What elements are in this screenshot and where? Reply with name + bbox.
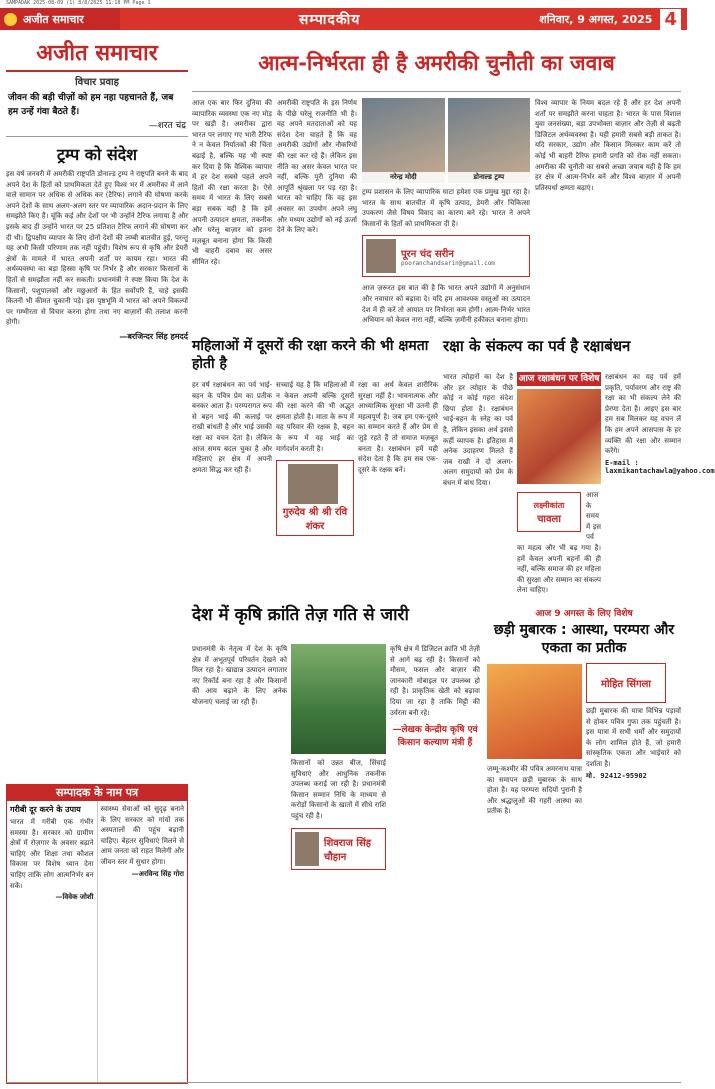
agri-col-3-text: कृषि क्षेत्र में डिजिटल क्रांति भी तेज़ी से आगे बढ़ रही है। किसानों को मौसम, फसल और बाज़ार की जानकारी मोबाइल पर उपलब्ध हो रही है। प्राकृतिक खेती को बढ़ावा दिया जा रहा है ताकि मिट्टी की उर्वरता बनी रहे। bbox=[390, 645, 480, 717]
author-name-block bbox=[517, 492, 581, 532]
guru-box bbox=[276, 460, 354, 536]
author-name: पूरन चंद सरीन bbox=[401, 248, 454, 260]
women-col-3 bbox=[358, 380, 438, 600]
guru-name: गुरुदेव श्री श्री रवि शंकर bbox=[282, 507, 348, 533]
women-col-3-text: रक्षा का अर्थ केवल शारीरिक सुरक्षा नहीं है। भावनात्मक और आध्यात्मिक सुरक्षा भी उतनी ही महत्वपूर्ण है। जब हम एक-दूसरे का सम्मान करते हैं और प्रेम से जुड़े रहते हैं तो समाज मज़बूत बनता है। रक्षाबंधन हमें यही संदेश देता है कि हम सब एक-दूसरे के रक्षक बनें। bbox=[358, 381, 438, 474]
chhadi-col-2-text: छड़ी मुबारक की यात्रा विभिन्न पड़ावों से होकर पवित्र गुफा तक पहुंचती है। इस यात्रा में सभी धर्मों और समुदायों के लोग शामिल होते हैं, जो हमारी सांस्कृतिक एकता और भाईचारे को दर्शाता है। bbox=[586, 707, 681, 768]
agri-col-1-text: प्रधानमंत्री के नेतृत्व में देश के कृषि क्षेत्र में अभूतपूर्व परिवर्तन देखने को मिल रहा है। खाद्यान्न उत्पादन लगातार नए रिकॉर्ड बना रहा है और किसानों की आय बढ़ाने के लिए अनेक योजनाएं चलाई जा रही हैं। bbox=[192, 645, 287, 706]
chhadi-col-2 bbox=[586, 661, 681, 817]
page-footer-rule bbox=[6, 1082, 681, 1088]
author-box bbox=[362, 235, 530, 277]
women-col-1-text: हर वर्ष रक्षाबंधन का पर्व भाई-बहन के पवित्र प्रेम का प्रतीक बनकर आता है। परम्परागत रूप से बहन भाई की कलाई पर राखी बांधती है और भाई उसकी रक्षा का वचन देता है। लेकिन आज समय बदल चुका है और महिलाएं हर क्षेत्र में अपनी क्षमता सिद्ध कर रही हैं। bbox=[192, 381, 272, 474]
agri-headline: देश में कृषि क्रांति तेज़ गति से जारी bbox=[192, 605, 409, 625]
agri-col-2-text: किसानों को उन्नत बीज, सिंचाई सुविधाएं और आधुनिक तकनीक उपलब्ध कराई जा रही है। प्रधानमंत्री किसान सम्मान निधि के माध्यम से करोड़ों किसानों के खातों में सीधे राशि पहुंच रही है। bbox=[291, 759, 386, 820]
author-email: E-mail : laxmikantachawla@yahoo.com bbox=[605, 458, 715, 475]
letters-box bbox=[6, 784, 188, 1084]
chhadi-columns bbox=[487, 661, 681, 817]
agri-col-2 bbox=[291, 644, 386, 1079]
author-email: pooranchandsarin@gmail.com bbox=[401, 259, 495, 267]
letter-body: भारत में गरीबी एक गंभीर समस्या है। सरकार को ग्रामीण क्षेत्रों में रोज़गार के अवसर बढ़ाने चाहिएं और शिक्षा तथा कौशल विकास पर विशेष ध्यान देना चाहिए ताकि लोग आत्मनिर्भर बन सकें। bbox=[10, 818, 94, 890]
raksha-headline: रक्षा के संकल्प का पर्व है रक्षाबंधन bbox=[443, 337, 631, 355]
author-name: मोहित सिंगला bbox=[600, 679, 651, 690]
minister-photo bbox=[295, 832, 319, 866]
masthead bbox=[0, 8, 687, 30]
letter-body: स्वास्थ्य सेवाओं को सुदृढ़ बनाने के लिए सरकार को गांवों तक अस्पतालों की पहुंच बढ़ानी चाहिए। बेहतर सुविधाएं मिलने से आम जनता को राहत मिलेगी और जीवन स्तर में सुधार होगा। bbox=[100, 805, 184, 866]
print-slug: SAMPADAK 2025-08-09 (1) 8/8/2025 11:18 PM Page 1 bbox=[6, 0, 151, 6]
editorial-body: इस वर्ष जनवरी में अमरीकी राष्ट्रपति डोनाल्ड ट्रम्प ने राष्ट्रपति बनने के बाद अपने देश के हितों को प्राथमिकता देते हुए विश्व भर में अमरीका में आने वाले सामान पर अधिक से अधिक कर (टैरिफ) लगाने की घोषणा करके अपने देशों के साथ अलग-अलग स्तर पर व्यापारिक अदान-प्रदान के लिए समझौते किए हैं। चूंकि कई और देशों पर भी उन्होंने टैरिफ लगाया है और इसके बाद ही उन्होंने भारत पर 25 प्रतिशत टैरिफ लगाने की घोषणा कर दी थी। द्विपक्षीय व्यापार के लिए दोनों देशों की लम्बी बातचीत हुई, परन्तु यह अभी किसी परिणाम तक नहीं पहुंची। विशेष रूप से कृषि और डेयरी क्षेत्रों के मामले में भारत अपनी शर्तों पर कायम रहा। भारत की अर्थव्यवस्था का बड़ा हिस्सा कृषि पर निर्भर है और सरकार किसानों के हितों से समझौता नहीं कर सकती। प्रधानमंत्री ने स्पष्ट किया कि देश के किसानों, पशुपालकों और मछुआरों के हित सर्वोपरि हैं, चाहे इसकी कितनी भी कीमत चुकानी पड़े। इस पृष्ठभूमि में भारत को अपने विकल्पों पर गम्भीरता से विचार करना होगा तथा नए बाज़ारों की तलाश करनी होगी। bbox=[6, 170, 188, 327]
letters-heading: सम्पादक के नाम पत्र bbox=[7, 785, 187, 801]
brand-logo: अजीत समाचार bbox=[6, 34, 188, 72]
author-photo bbox=[366, 239, 396, 273]
leader-photo bbox=[362, 98, 445, 183]
letter-item bbox=[98, 801, 188, 1083]
chhadi-col-1 bbox=[487, 661, 582, 817]
lead-col-1-text: आज एक बार फिर दुनिया की व्यापारिक व्यवस्था एक नए मोड़ पर खड़ी है। अमरीका द्वारा भारत पर लगाए गए भारी टैरिफ ने न केवल निर्यातकों की चिंता बढ़ाई है, बल्कि यह भी स्पष्ट कर दिया है कि वैश्विक व्यापार में हर देश सबसे पहले अपने हितों की रक्षा करता है। ऐसे समय में भारत के लिए सबसे बड़ा सबक यही है कि हमें अपनी उत्पादन क्षमता, तकनीक और घरेलू बाज़ार को इतना मज़बूत बनाना होगा कि किसी भी बाहरी दबाव का असर सीमित रहे। bbox=[192, 99, 272, 266]
rakhi-photo bbox=[517, 389, 601, 484]
letters-list bbox=[7, 801, 187, 1083]
field-photo bbox=[291, 644, 386, 754]
chhadi-col-1-text: जम्मू-कश्मीर की पवित्र अमरनाथ यात्रा का समापन छड़ी मुबारक के साथ होता है। यह परम्परा सदियों पुरानी है और श्रद्धालुओं की गहरी आस्था का प्रतीक है। bbox=[487, 765, 582, 816]
author-phone: मो. 92412-95902 bbox=[586, 771, 647, 780]
author-last-name: चावला bbox=[537, 513, 561, 525]
lead-col-3 bbox=[362, 98, 530, 330]
paper-name: अजीत समाचार bbox=[23, 12, 84, 26]
raksha-col-2 bbox=[517, 372, 601, 600]
minister-name: शिवराज सिंह चौहान bbox=[323, 837, 372, 863]
emblem-icon bbox=[4, 13, 17, 26]
lead-col-1 bbox=[192, 98, 272, 330]
lead-col-4-text: विश्व व्यापार के नियम बदल रहे हैं और हर देश अपनी शर्तों पर समझौते करना चाहता है। भारत के पास विशाल युवा जनसंख्या, बड़ा उपभोक्ता बाज़ार और तेज़ी से बढ़ती डिजिटल अर्थव्यवस्था है। यही हमारी सबसे बड़ी ताकत है। यदि सरकार, उद्योग और किसान मिलकर काम करें तो कोई भी बाहरी टैरिफ हमारी प्रगति को रोक नहीं सकता। अमरीका की चुनौती का सबसे अच्छा जवाब यही है कि हम हर क्षेत्र में आत्म-निर्भर बनें और विश्व बाज़ार में अपनी प्रतिस्पर्धा क्षमता बढ़ाएं। bbox=[535, 99, 681, 192]
chhadi-photo bbox=[487, 664, 582, 759]
masthead-brand bbox=[0, 8, 120, 30]
author-first-name: लक्ष्मीकांता bbox=[533, 500, 565, 510]
editorial-byline: —बरजिन्दर सिंह हमदर्द bbox=[119, 331, 188, 341]
letter-author: —अरविन्द सिंह गोरा bbox=[131, 869, 184, 878]
letter-title: गरीबी दूर करने के उपाय bbox=[10, 805, 81, 814]
page-number: 4 bbox=[660, 9, 681, 30]
author-name-block bbox=[586, 663, 666, 703]
special-tag: आज रक्षाबंधन पर विशेष bbox=[518, 374, 600, 384]
vichar-label: विचार प्रवाह bbox=[75, 77, 119, 88]
editorial-title: ट्रम्प को संदेश bbox=[56, 145, 138, 164]
agri-col-1 bbox=[192, 644, 287, 1079]
lead-col-3a-text: ट्रम्प प्रशासन के लिए व्यापारिक घाटा हमेशा एक प्रमुख मुद्दा रहा है। भारत के साथ बातचीत में कृषि उत्पाद, डेयरी और चिकित्सा उपकरण जैसे विषय विवाद का कारण बने रहे। भारत ने अपने किसानों के हितों को प्राथमिकता दी है। bbox=[362, 188, 530, 228]
lead-col-3b-text: आज ज़रूरत इस बात की है कि भारत अपने उद्योगों में अनुसंधान और नवाचार को बढ़ावा दे। यदि हम आवश्यक वस्तुओं का उत्पादन देश में ही करें तो आयात पर निर्भरता कम होगी। आत्म-निर्भर भारत अभियान को केवल नारा नहीं, बल्कि ज़मीनी हकीकत बनाना होगा। bbox=[362, 284, 530, 325]
agri-col-3 bbox=[390, 644, 480, 1079]
lead-col-2 bbox=[277, 98, 357, 330]
raksha-col-2-text: आज के समय में इस पर्व का महत्व और भी बढ़ गया है। हमें केवल अपनी बहनों की ही नहीं, बल्कि समाज की हर महिला की सुरक्षा और सम्मान का संकल्प लेना चाहिए। bbox=[517, 491, 601, 595]
quote-box bbox=[6, 88, 188, 137]
leader-photo bbox=[448, 98, 531, 183]
masthead-date-block bbox=[539, 9, 687, 30]
lead-col-2-text: अमरीकी राष्ट्रपति के इस निर्णय के पीछे घरेलू राजनीति भी है। वह अपने मतदाताओं को यह संदेश देना चाहते हैं कि वह अमरीकी उद्योगों और नौकरियों की रक्षा कर रहे हैं। लेकिन इस नीति का असर केवल भारत पर नहीं, बल्कि पूरी दुनिया की आपूर्ति श्रृंखला पर पड़ रहा है। भारत को चाहिए कि वह इस अवसर का उपयोग अपने लघु और मध्यम उद्योगों को नई ऊर्जा देने के लिए करे। bbox=[277, 99, 357, 235]
minister-box bbox=[291, 828, 386, 870]
quote-author: —शरत चंद्र bbox=[148, 121, 186, 131]
leader-photos bbox=[362, 98, 530, 183]
chhadi-kicker: आज 9 अगस्त के लिए विशेष bbox=[535, 609, 633, 619]
quote-text: जीवन की बड़ी चीज़ों को हम नहा पहचानते हैं, जब हम उन्हें गंवा बैठते हैं। bbox=[8, 93, 174, 117]
editorial-column bbox=[6, 34, 188, 779]
women-col-2-text: सच्चाई यह है कि महिलाओं में न केवल अपनी बल्कि दूसरों की रक्षा करने की भी अद्भुत क्षमता होती है। माता के रूप में वह परिवार की रक्षक है, बहन के रूप में वह भाई का मार्गदर्शन करती है। bbox=[276, 381, 354, 453]
women-headline: महिलाओं में दूसरों की रक्षा करने की भी क्षमता होती है bbox=[192, 338, 429, 372]
letter-item bbox=[7, 801, 98, 1083]
photo-caption: नरेन्द्र मोदी bbox=[362, 172, 445, 183]
raksha-col-1-text: भारत त्योहारों का देश है और हर त्योहार के पीछे कोई न कोई गहरा संदेश छिपा होता है। रक्षाबंधन भाई-बहन के स्नेह का पर्व है, लेकिन इसका अर्थ इससे कहीं व्यापक है। इतिहास में अनेक उदाहरण मिलते हैं जब राखी ने दो अलग-अलग समुदायों को प्रेम के बंधन में बांध दिया। bbox=[443, 373, 513, 487]
lead-col-4 bbox=[535, 98, 681, 330]
chhadi-article bbox=[487, 606, 681, 1079]
raksha-col-3-text: रक्षाबंधन का यह पर्व हमें प्रकृति, पर्यावरण और राष्ट्र की रक्षा का भी संकल्प लेने की प्रेरणा देता है। आइए इस बार हम सब मिलकर यह वचन लें कि हम अपने आसपास के हर व्यक्ति की रक्षा और सम्मान करेंगे। bbox=[605, 373, 681, 456]
guru-photo bbox=[288, 464, 338, 504]
photo-caption: डोनाल्ड ट्रम्प bbox=[448, 172, 531, 183]
raksha-col-3 bbox=[605, 372, 715, 600]
section-title: सम्पादकीय bbox=[298, 11, 361, 28]
women-col-2 bbox=[276, 380, 354, 600]
raksha-col-1 bbox=[443, 372, 513, 600]
author-designation: —लेखक केन्द्रीय कृषि एवं किसान कल्याण मंत्री हैं bbox=[392, 725, 478, 749]
chhadi-headline: छड़ी मुबारक : आस्था, परम्परा और एकता का प्रतीक bbox=[493, 622, 675, 656]
letter-author: —विवेक जोशी bbox=[55, 893, 94, 902]
women-col-1 bbox=[192, 380, 272, 600]
lead-headline: आत्म-निर्भरता ही है अमरीकी चुनौती का जवाब bbox=[192, 34, 681, 92]
issue-date: शनिवार, 9 अगस्त, 2025 bbox=[539, 12, 653, 26]
